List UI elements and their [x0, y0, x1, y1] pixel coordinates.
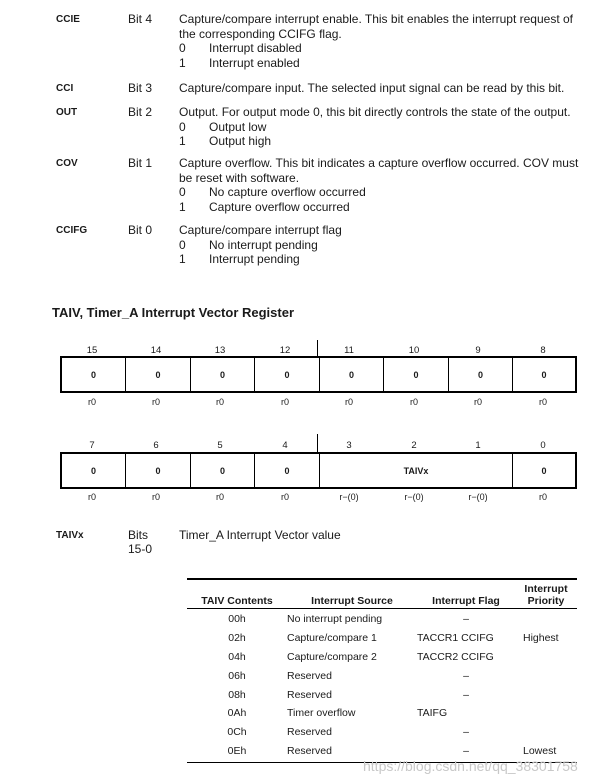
- table-cell: Timer overflow: [287, 707, 356, 720]
- table-cell: –: [463, 745, 469, 758]
- access-type: r−(0): [468, 492, 488, 502]
- field-option: 0 Output low: [179, 119, 267, 134]
- bit-number: 6: [153, 440, 159, 451]
- access-type: r0: [87, 492, 96, 502]
- bit-cell: 0: [255, 454, 320, 487]
- table-cell: 02h: [228, 631, 246, 644]
- table-cell: [515, 610, 577, 629]
- field-bits-label: Bits: [128, 528, 149, 542]
- field-bits-range: 15-0: [128, 542, 153, 556]
- bit-cell: 0: [255, 358, 320, 391]
- bit-cell: 0: [541, 369, 547, 380]
- bit-number: 7: [89, 440, 95, 451]
- table-cell: [515, 685, 577, 704]
- bit-number: 13: [214, 345, 226, 356]
- bit-number: 2: [411, 440, 417, 451]
- table-cell: [515, 704, 577, 723]
- field-bit: Bit 3: [128, 81, 153, 95]
- access-type: r−(0): [339, 492, 359, 502]
- field-option: 1 Interrupt enabled: [179, 55, 300, 70]
- table-cell: –: [463, 726, 469, 739]
- bit-cell: 0: [126, 358, 191, 391]
- bit-number: 12: [279, 345, 291, 356]
- bit-cell: 0: [449, 358, 513, 391]
- table-cell: 00h: [228, 612, 246, 625]
- access-type: r0: [280, 492, 289, 502]
- table-cell: Reserved: [287, 669, 332, 682]
- access-type: r−(0): [404, 492, 424, 502]
- field-description: Timer_A Interrupt Vector value: [179, 528, 341, 542]
- register-title: TAIV, Timer_A Interrupt Vector Register: [52, 305, 295, 320]
- field-description: Capture/compare input. The selected input signal can be read by this bit.: [179, 81, 565, 95]
- bit-cell: 0: [62, 358, 126, 391]
- field-name: COV: [56, 158, 78, 169]
- field-bit: Bit 1: [128, 156, 153, 170]
- bit-number: 3: [346, 440, 352, 451]
- table-cell: Lowest: [523, 745, 557, 758]
- table-cell: [515, 647, 577, 666]
- access-type: r0: [151, 492, 160, 502]
- taiv-table: [187, 580, 577, 761]
- field-description: Capture/compare interrupt enable. This bit enables the interrupt request of the corresponding CCIFG flag.: [179, 12, 574, 41]
- table-cell: –: [463, 669, 469, 682]
- field-bit: Bit 4: [128, 12, 153, 26]
- field-bit: Bit 2: [128, 105, 153, 119]
- bit-number: 14: [150, 345, 162, 356]
- field-option: 0 Interrupt disabled: [179, 41, 302, 55]
- table-cell: Reserved: [287, 726, 332, 739]
- register-low-box: [60, 452, 577, 489]
- access-type: r0: [215, 397, 224, 407]
- taiv-table-wrapper: [187, 578, 577, 763]
- table-row: [187, 685, 577, 704]
- bit-divider-tick: [317, 434, 318, 452]
- table-header-rule: [187, 608, 577, 609]
- table-row: [187, 610, 577, 629]
- table-row: [187, 704, 577, 723]
- table-row: [187, 723, 577, 742]
- table-cell: Reserved: [287, 688, 332, 701]
- access-type: r0: [215, 492, 224, 502]
- field-option: 0 No interrupt pending: [179, 237, 318, 252]
- field-name: CCIE: [56, 14, 80, 25]
- table-cell: 04h: [228, 650, 246, 663]
- field-name: CCIFG: [56, 225, 88, 236]
- field-bit: Bit 0: [128, 223, 153, 237]
- field-option: 1 Interrupt pending: [179, 252, 300, 266]
- table-cell: [515, 723, 577, 742]
- table-header-cell: Interrupt Priority: [524, 582, 568, 607]
- bit-number: 9: [475, 345, 481, 356]
- field-name: OUT: [56, 107, 78, 118]
- table-header-cell: Interrupt Flag: [432, 594, 500, 607]
- taivx-field-cell: TAIVx: [320, 454, 513, 487]
- bit-cell: 0: [384, 358, 449, 391]
- table-cell: 0Eh: [227, 745, 247, 758]
- bit-number: 1: [475, 440, 481, 451]
- table-row: [187, 647, 577, 666]
- table-row: [187, 628, 577, 647]
- table-row: [187, 666, 577, 685]
- register-high-box: [60, 356, 577, 393]
- access-type: r0: [344, 397, 353, 407]
- bit-cell: 0: [126, 454, 191, 487]
- table-cell: TACCR2 CCIFG: [417, 650, 494, 663]
- field-description: Capture overflow. This bit indicates a capture overflow occurred. COV must be reset with software.: [179, 156, 579, 185]
- table-cell: TACCR1 CCIFG: [417, 631, 494, 644]
- access-type: r0: [280, 397, 289, 407]
- bit-number: 11: [344, 345, 354, 356]
- access-type: r0: [538, 492, 547, 502]
- watermark: https://blog.csdn.net/qq_38301758: [363, 758, 578, 774]
- access-type: r0: [409, 397, 418, 407]
- field-option: 1 Capture overflow occurred: [179, 199, 350, 214]
- bit-number: 0: [540, 440, 546, 451]
- access-type: r0: [473, 397, 482, 407]
- table-header-row: [187, 580, 577, 607]
- table-cell: Highest: [523, 631, 559, 644]
- bit-cell: 0: [191, 358, 255, 391]
- bit-number: 4: [282, 440, 288, 451]
- table-body: [187, 610, 577, 761]
- table-cell: 08h: [228, 688, 246, 701]
- table-cell: [515, 666, 577, 685]
- bit-cell: 0: [191, 454, 255, 487]
- table-cell: –: [463, 612, 469, 625]
- access-type: r0: [151, 397, 160, 407]
- bit-cell: 0: [320, 358, 384, 391]
- access-type: r0: [87, 397, 96, 407]
- table-cell: Capture/compare 2: [287, 650, 377, 663]
- field-name: TAIVx: [56, 530, 84, 541]
- table-cell: TAIFG: [417, 707, 448, 720]
- bit-cell: 0: [541, 465, 547, 476]
- field-option: 1 Output high: [179, 134, 272, 148]
- table-header-cell: TAIV Contents: [201, 594, 273, 607]
- bit-cell: 0: [62, 454, 126, 487]
- table-cell: Capture/compare 1: [287, 631, 377, 644]
- table-cell: 0Ah: [227, 707, 247, 720]
- bit-divider-tick: [317, 340, 318, 356]
- access-type: r0: [538, 397, 547, 407]
- bit-number: 15: [86, 345, 98, 356]
- field-description: Output. For output mode 0, this bit directly controls the state of the output.: [179, 105, 571, 119]
- table-cell: 06h: [228, 669, 246, 682]
- bit-number: 8: [540, 345, 546, 356]
- field-option: 0 No capture overflow occurred: [179, 185, 366, 199]
- field-description: Capture/compare interrupt flag: [179, 223, 342, 237]
- field-name: CCI: [56, 83, 74, 94]
- table-cell: Reserved: [287, 745, 332, 758]
- table-cell: No interrupt pending: [287, 612, 383, 625]
- table-cell: –: [463, 688, 469, 701]
- table-cell: 0Ch: [227, 726, 247, 739]
- bit-number: 10: [408, 345, 420, 356]
- bit-number: 5: [217, 440, 223, 451]
- table-header-cell: Interrupt Source: [311, 594, 393, 607]
